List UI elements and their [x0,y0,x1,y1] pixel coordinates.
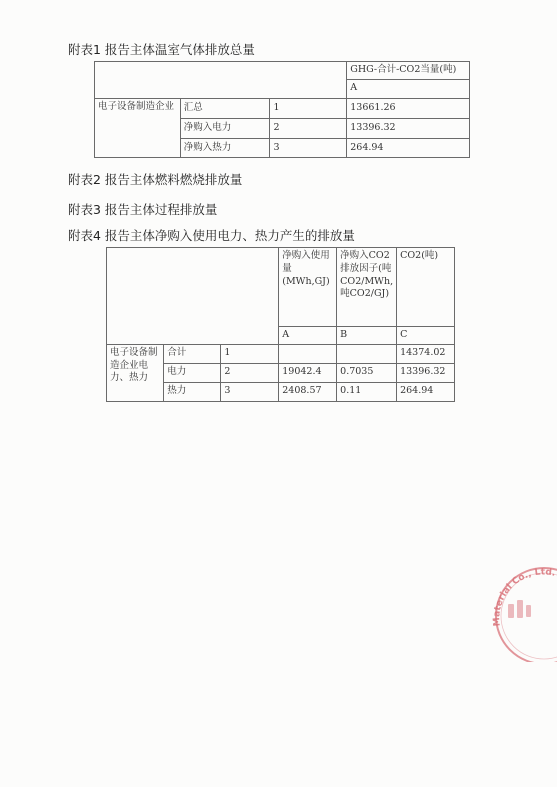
table-row-number: 2 [221,363,279,382]
table1-col-letter: A [347,80,470,99]
table-row-label: 热力 [164,382,221,401]
table-row-number: 3 [270,139,347,158]
table-row-label: 净购入电力 [180,119,270,139]
table2-letter-c: C [397,327,455,345]
table-row-label: 汇总 [180,99,270,119]
table-purchased-power-heat-emissions [106,247,455,402]
table-row-factor: 0.11 [337,382,397,401]
table-row-factor [337,344,397,363]
table1-blank-header [95,62,347,99]
seal-text: Material Co., Ltd. [492,567,557,627]
table-row-usage [279,344,337,363]
table-row-number: 1 [270,99,347,119]
table2-letter-b: B [337,327,397,345]
table-row-label: 合计 [164,344,221,363]
table2-row-group: 电子设备制造企业电力、热力 [107,344,164,401]
table-row-number: 2 [270,119,347,139]
table2-factor-header: 净购入CO2排放因子(吨CO2/MWh,吨CO2/GJ) [337,248,397,327]
table-total-ghg-emissions [94,61,470,158]
table-row-number: 1 [221,344,279,363]
appendix-3-heading: 附表3 报告主体过程排放量 [68,202,218,217]
table2-letter-a: A [279,327,337,345]
table-row-label: 净购入热力 [180,139,270,158]
table-row-usage: 19042.4 [279,363,337,382]
table-row-value: 13661.26 [347,99,470,119]
appendix-4-heading: 附表4 报告主体净购入使用电力、热力产生的排放量 [68,228,355,243]
table2-co2-header: CO2(吨) [397,248,455,327]
table-row-co2: 14374.02 [397,344,455,363]
table-row-label: 电力 [164,363,221,382]
svg-text:Material Co., Ltd. [492,567,556,626]
table-row-factor: 0.7035 [337,363,397,382]
table2-usage-header: 净购入使用量(MWh,GJ) [279,248,337,327]
table-row-value: 264.94 [347,139,470,158]
table1-row-group: 电子设备制造企业 [95,99,181,158]
appendix-1-heading: 附表1 报告主体温室气体排放总量 [68,42,255,57]
appendix-2-heading: 附表2 报告主体燃料燃烧排放量 [68,172,243,187]
table-row-usage: 2408.57 [279,382,337,401]
table-row-co2: 13396.32 [397,363,455,382]
table-row-number: 3 [221,382,279,401]
table2-blank-header [107,248,279,345]
table-row-value: 13396.32 [347,119,470,139]
table-row-co2: 264.94 [397,382,455,401]
table1-col-header: GHG-合计-CO2当量(吨) [347,62,470,80]
company-seal-stamp [478,558,557,662]
